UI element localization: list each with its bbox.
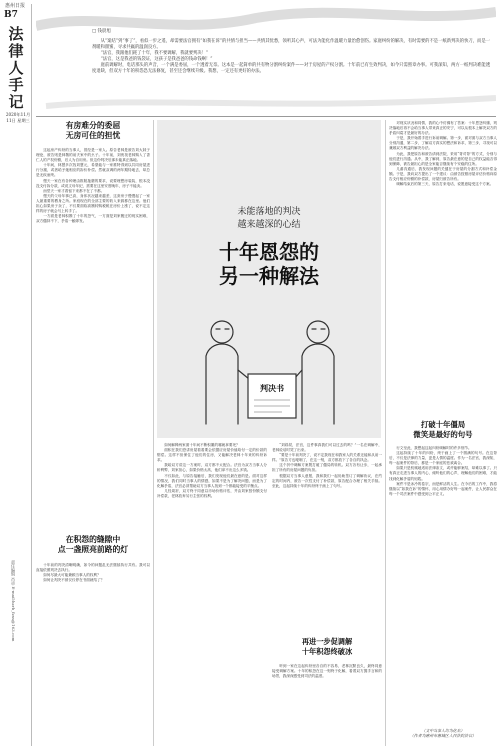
subheading-light-in-grievance: 在积怨的缝隙中 点一盏照亮前路的灯 — [57, 535, 129, 554]
body-paragraph: 几经周折，双方终于同意以市场价格评估，并由刘家按份额支付补偿款，老林放弃另行主张的权利。 — [157, 488, 267, 498]
body-paragraph: 这起持续了十年的纠纷，终于画上了一个圆满的句号。在这背后，不仅是法律的力量，更是人情的温度。作为一名法官，我深知，每一起案件的背后，都是一个家庭的悲欢离合。 — [389, 451, 497, 466]
masthead-paper-name: 惠州日报 — [5, 3, 26, 9]
body-paragraph: 慢天的父母年事已高，身体状况越来越差，这套房子慢慢起了一家人最重要的栖身之所。家庭现在的全部主要的收入来源都在这里。他们担心如果房子卖了，不仅要面临高额转购税税在房价上涨了，说不定这样的房子就会马上转手了。 — [36, 193, 150, 214]
author-note: （文中当事人均为化名） （作者为惠州市惠城区人民法院法官） — [409, 728, 477, 738]
body-paragraph: 根据双方当事人意愿，我和我们一起协助签订了调解协议，在约定的时间内，被告一次性支付了补偿款，原告配合办理了相关手续。至此，这起持续十年的纠纷终于画上了句号。 — [272, 473, 382, 488]
feature-title: 十年恩怨的 另一种解法 — [219, 240, 319, 288]
intro-paragraph: “法官，我跟他们耗了十年，我不要调解，我就要判决！” — [100, 51, 209, 56]
body-paragraph: 而堂天一家才看留下来都不在了不都。 — [43, 188, 105, 193]
body-paragraph: 如果只是机械地适用法律条文，或许能够案结，却难以事了。只有真正走进当事人的内心，倾听他们的心声，理解他们的困难，才能找到化解矛盾的钥匙。 — [389, 466, 497, 481]
section-divider — [36, 116, 496, 117]
document-label: 判决书 — [260, 384, 284, 393]
body-paragraph: 于是，我开始着手进行诉前调解。第一步，面对面与双方当事人分别沟通，第二步，了解双方真实的想法和诉求，第三步，寻找可以兼顾双方利益的解决办法。 — [389, 136, 497, 151]
section-title: 法律人手记 — [8, 25, 24, 111]
byline: □ 钱晨旭 — [92, 29, 111, 34]
body-paragraph: 如何解释两家面十年间不断积累的哪就拿要死？ — [164, 443, 240, 447]
intro-paragraph: 从“案结”到“事了”，看似一步之遥，却需要法官拥有“如我在诉”的共情与担当——共情其忧愁，领听其心声，可法为能化作温暖力量治愈创伤。家庭纠纷的解决，有时需要的不是一纸新判决的快刀，而是一剂暖和甜蜜，寻求共赢的温润良方。 — [92, 39, 490, 50]
column-divider — [153, 120, 154, 746]
body-paragraph: 案件不是冰冷的卷宗，而是鲜活的人生。在今后的工作中，我将继续以“如我在诉”的情怀，用心用情办好每一起案件，让人民群众在每一个司法案件中感受到公平正义。 — [389, 481, 497, 496]
body-paragraph: “刘叔叔，法官，这件事真我们可以过去的吗？”一名在调解中，老林说话时哭了出来。 — [272, 443, 382, 453]
body-paragraph: 行文至此，我想起这起纠纷调解时的许多细节。 — [396, 446, 472, 450]
body-paragraph: 十年间，林慧多次找刘慧元，希望能与一家推特得到以共同房屋进行分割，或者给予她相应的拆价补偿。然就双调的两年期待地去，却总是无疾而终。 — [36, 163, 150, 178]
body-paragraph: “要是十年前判决了，说不定我现在和我家人的关系还能和从前一样。”原告方也哽咽了，在这一刻，双方都放下了各自的执念。 — [272, 453, 382, 463]
body-paragraph: 几番沟通后，我发现问题的关键在于房屋的分割方式和补偿金额。于是，我向双方提出了一个建议：由被告按照房屋评估价格向原告支付相应份额的补偿款，房屋归被告所有。 — [389, 166, 497, 182]
body-paragraph: 为此，我把原告和被告请到法院，采用“背对背”的方式，分别与他们进行沟通。从中，我了解到，原告最在意的是自己的权益能否得到保障，被告最担心的是全家能否继续有个安稳的住所。 — [389, 151, 497, 166]
judge-illustration — [176, 296, 364, 434]
subheading-smile-ending: 打破十年僵局 微笑是最好的句号 — [413, 420, 473, 439]
rail-divider — [31, 4, 32, 746]
middle-column-b-continued — [272, 664, 382, 679]
body-paragraph: 听到一家在这起纠纷里各自的不容易，老林沉默良久，最终同意接受调解方案。十年的积怨在这一刻终于化解，看着双方握手言和的场景，我深深感受到司法的温度。 — [272, 664, 382, 679]
body-paragraph: 如何让判决不被仅仅停在书面就结了？ — [43, 578, 105, 583]
body-paragraph: 面积在我们恐讲房屋看看要会依据应房屋价值给付一定的价款的赔偿。这样不但保住了他们的住房，又能解决老林十年来的纠纷诉求。 — [157, 448, 267, 463]
body-paragraph: 十年前的判决清晰明确，如今的问题乱无法继续执行共有。我可以直接依照判决去执行。 — [36, 563, 150, 573]
body-paragraph: 慢天一家在有各种理由推脱拖磨的要求，说要理想房装装，根本没没支付拆分款，或说文母年纪，需要在这里安度晚年，房子不能卖。 — [36, 178, 150, 188]
body-paragraph: 我给双方讲这一方案时，双方都不太配合。法官为双方当事人分析利弊，刘家担心，如果价格太高，他们拿不出这么多钱。 — [157, 463, 267, 473]
body-paragraph: 对现实状况和同情，我的心中仿佛有了答案：十年恩怨纠缠，判决落地后再不会给当事人带来真正的安宁，可以从根本上解决双方的矛盾纠葛才是最好的办法。 — [389, 121, 497, 136]
page-number: B7 — [4, 10, 18, 20]
issue-date: 2020年11月11日 星期三 — [5, 112, 31, 123]
intro-paragraphs — [92, 39, 490, 75]
intro-paragraph: 庭前调解时，电话那头的声音，一个满是委屈，一个透着无奈。这本是一起简单的共有物分割纠纷案件——对于房屋的产权分割。十年前已有生效判决，如今只需照章办事。可我深知，两方一纸判决难能透度退缺，但双方十年的积怨恐无法修复，甚至还会继续升级。我想，一定还有更好的办法。 — [92, 63, 490, 74]
subheading-housing-dispute: 有房难分的委屈 无房可住的担忧 — [65, 121, 121, 140]
subheading-breaking-ice: 再进一步促调解 十年积怨终破冰 — [301, 637, 353, 656]
feature-kicker: 未能落地的判决 越来越深的心结 — [237, 207, 301, 230]
middle-column-a — [157, 443, 267, 499]
body-paragraph: 如何尽最大可能兼顾当事人的权利？ — [43, 573, 101, 578]
column-divider — [385, 120, 386, 746]
left-column-body — [36, 148, 150, 224]
body-paragraph: 这个折中调解方案既打破了僵局的转机。双方各有让步，一起承担了所有的房屋问题的负担。 — [272, 463, 382, 473]
body-paragraph: 这起房产纠纷的当事人，曾经是一家人。原告老林是被告刘大妹子理论，被告则是林敬的前夫家中的幺子。十年前，刘贵找老林购入了香仁人的产权份额，后人为自用房。但这份判决后那未能真正落地。 — [36, 148, 150, 163]
middle-column-b — [272, 443, 382, 489]
body-paragraph: 一方面是老林积攒了十年的怨气，一方面是刘家搬迁的现实困难，双方僵持不下，矛盾一触即发。 — [36, 214, 150, 224]
right-column-body — [389, 121, 497, 187]
body-paragraph: 调解结束后的第三天，原告打来电话，说愿意接受这个方案。 — [396, 182, 494, 187]
right-column-body-2 — [389, 446, 497, 497]
document-icon — [248, 374, 296, 418]
body-paragraph: 不仅如此，与原告接触后，我们发现他们最在意的是。面对这样的情况，我们同时当事人的情感，如果不是为了解决问题，而是为了化解矛盾，法官必须帮助双方当事人找到一个都能接受的平衡点。 — [157, 473, 267, 488]
left-column-body-2 — [36, 563, 150, 583]
intro-paragraph: “法官，这是我爸的钱袋证，这孩子是我爸爸的钱命钱啊！” — [100, 57, 213, 62]
editor-credit: 责任编辑 肖卓 E-mail:hzrb_fzxs@163.com — [11, 560, 16, 642]
